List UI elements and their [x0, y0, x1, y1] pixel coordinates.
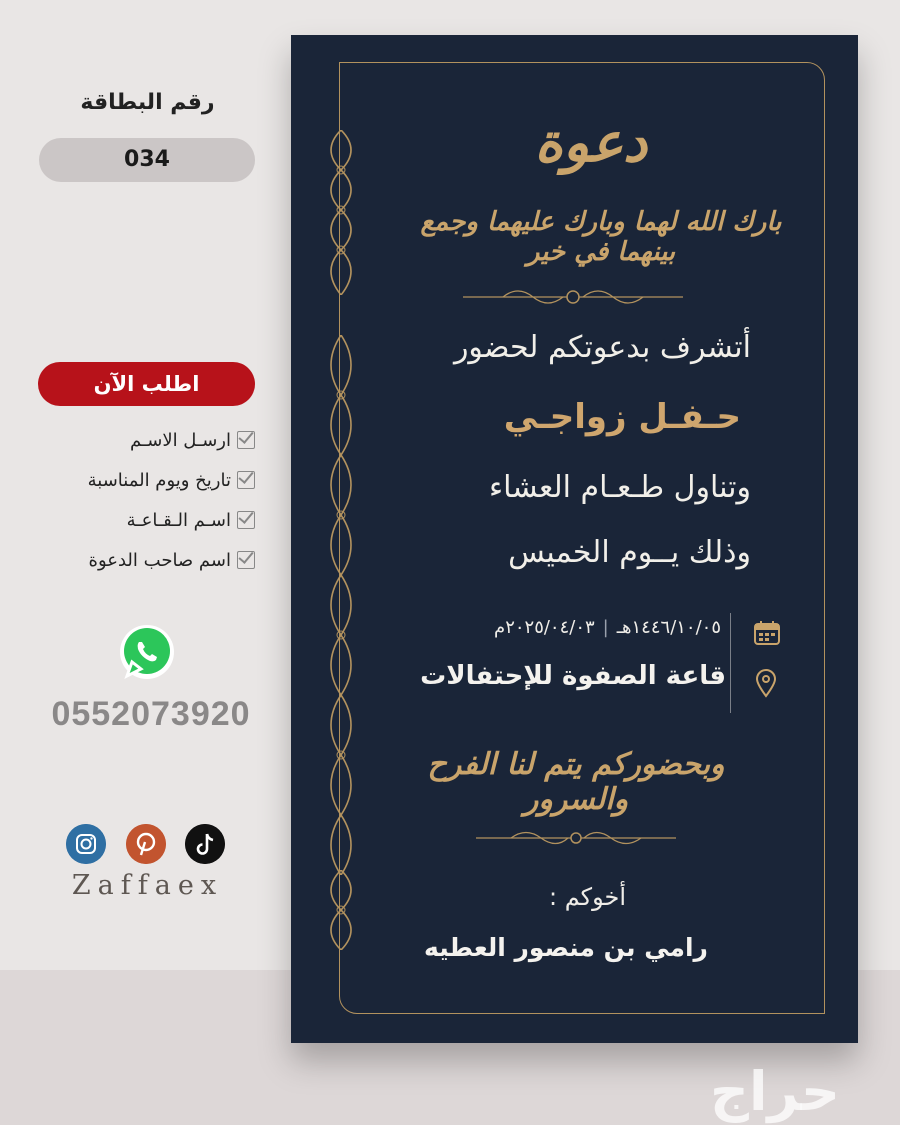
- invitation-card: [291, 35, 858, 1043]
- checkbox-icon: [237, 511, 255, 529]
- ornament-vertical-icon: [321, 130, 361, 295]
- list-item: [30, 540, 255, 580]
- venue-name: قاعة الصفوة للإحتفالات: [420, 661, 726, 691]
- requirement-text: اسـم الـقـاعـة: [126, 509, 231, 531]
- blessing-text: بارك الله لهما وبارك عليهما وجمع بينهما في خير: [420, 207, 782, 267]
- requirement-text: ارسـل الاسـم: [129, 429, 231, 451]
- invite-line-2: حـفـل زواجـي: [503, 397, 741, 437]
- ornament-vertical-icon: [321, 335, 361, 875]
- host-name: رامي بن منصور العطيه: [424, 933, 708, 962]
- phone-number[interactable]: 0552073920: [51, 695, 251, 733]
- watermark-logo: حراج: [710, 1060, 840, 1123]
- calendar-icon: [754, 620, 780, 646]
- requirements-list: [30, 420, 255, 580]
- date-gregorian: ٢٠٢٥/٠٤/٠٣م: [494, 617, 595, 638]
- list-item: [30, 420, 255, 460]
- vertical-divider: [730, 613, 731, 713]
- date-hijri: ١٤٤٦/١٠/٠٥هـ: [616, 617, 721, 638]
- closing-text: وبحضوركم يتم لنا الفرح والسرور: [427, 747, 725, 817]
- invitation-title: دعوة: [534, 110, 648, 174]
- divider-ornament-icon: [463, 285, 683, 309]
- location-pin-icon: [755, 668, 777, 698]
- order-now-button[interactable]: اطلب الآن: [38, 362, 255, 406]
- date-row: ١٤٤٦/١٠/٠٥هـ|٢٠٢٥/٠٤/٠٣م: [494, 617, 721, 638]
- instagram-icon[interactable]: [66, 824, 106, 864]
- card-number-label: رقم البطاقة: [80, 90, 215, 115]
- from-label: أخوكم :: [548, 883, 626, 911]
- checkbox-icon: [237, 551, 255, 569]
- checkbox-icon: [237, 471, 255, 489]
- ornament-vertical-icon: [321, 870, 361, 950]
- list-item: [30, 460, 255, 500]
- requirement-text: تاريخ ويوم المناسبة: [87, 469, 231, 491]
- checkbox-icon: [237, 431, 255, 449]
- whatsapp-icon[interactable]: [117, 622, 177, 682]
- tiktok-icon[interactable]: [185, 824, 225, 864]
- invite-line-4: وذلك يــوم الخميس: [508, 535, 751, 570]
- brand-name: Zaffaex: [71, 870, 224, 901]
- invite-line-3: وتناول طـعـام العشاء: [489, 470, 751, 505]
- card-number-badge: 034: [39, 138, 255, 182]
- requirement-text: اسم صاحب الدعوة: [88, 549, 231, 571]
- pinterest-icon[interactable]: [126, 824, 166, 864]
- divider-ornament-icon: [476, 827, 676, 849]
- list-item: [30, 500, 255, 540]
- invite-line-1: أتشرف بدعوتكم لحضور: [453, 330, 751, 365]
